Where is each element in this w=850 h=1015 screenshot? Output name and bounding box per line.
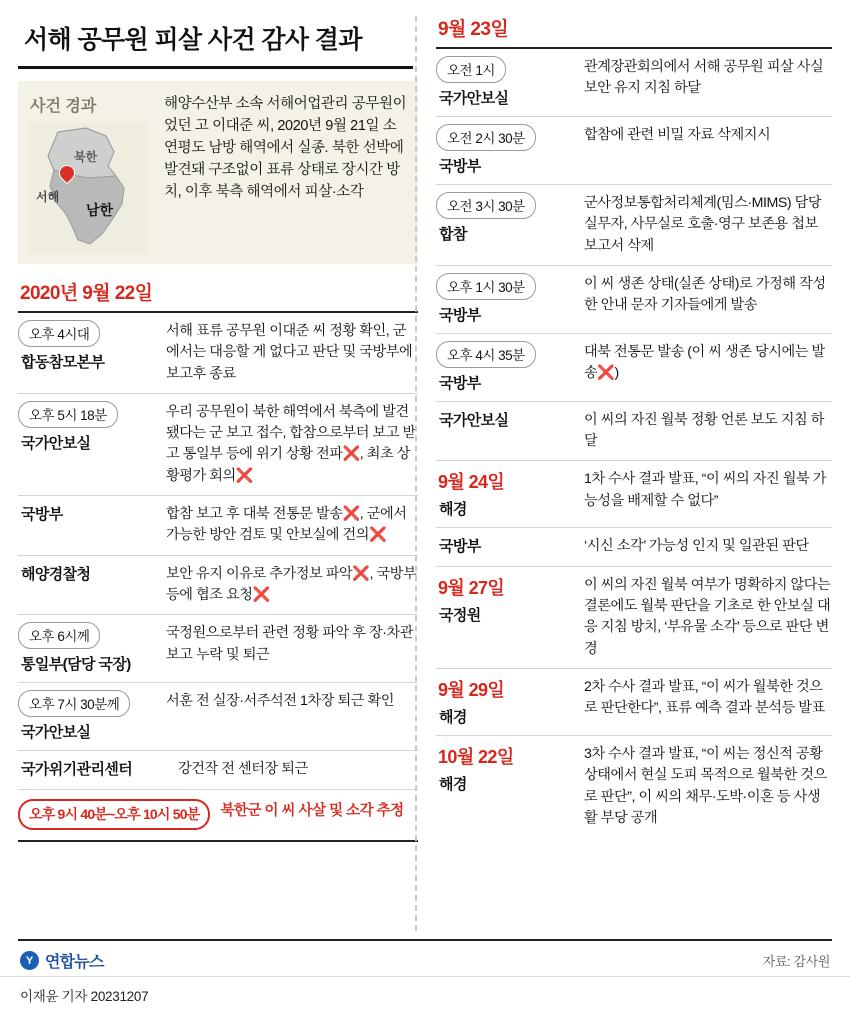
timeline-org: 해양경찰청 xyxy=(21,565,91,583)
timeline-time: 오전 3시 30분 xyxy=(436,192,536,219)
timeline-row-left xyxy=(436,676,584,727)
timeline-row xyxy=(18,313,418,393)
timeline-date: 10월 22일 xyxy=(438,746,514,767)
timeline-time: 오후 5시 18분 xyxy=(18,401,118,428)
timeline-row-left xyxy=(436,124,584,176)
timeline-org: 합동참모본부 xyxy=(21,354,105,371)
timeline-org: 국정원 xyxy=(439,606,481,624)
timeline-time: 오후 4시 35분 xyxy=(436,341,536,368)
timeline-row-left xyxy=(18,690,166,742)
timeline-org: 통일부(담당 국장) xyxy=(21,656,131,674)
column-separator xyxy=(415,16,417,931)
timeline-row-left xyxy=(436,535,584,556)
timeline-row-left xyxy=(436,409,584,430)
timeline-org: 국방부 xyxy=(439,158,481,175)
timeline-row xyxy=(436,736,832,837)
timeline-time: 오후 4시대 xyxy=(18,320,100,347)
timeline-row-left xyxy=(436,192,584,244)
timeline-row xyxy=(18,496,418,555)
timeline-row xyxy=(18,615,418,682)
timeline-org: 국방부 xyxy=(439,374,481,392)
footer-inner xyxy=(0,941,850,976)
right-date-heading: 9월 23일 xyxy=(438,19,509,40)
timeline-org: 합참 xyxy=(439,226,467,243)
timeline-desc: 합참 보고 후 대북 전통문 발송❌, 군에서 가능한 방안 검토 및 안보실에 건의❌ xyxy=(166,506,407,544)
timeline-desc: ‘시신 소각’ 가능성 인지 및 일관된 판단 xyxy=(584,538,809,555)
korea-map xyxy=(28,122,148,254)
timeline-org: 국방부 xyxy=(21,506,63,524)
timeline-row-left xyxy=(18,758,178,779)
timeline-desc: 합참에 관련 비밀 자료 삭제지시 xyxy=(584,127,771,143)
left-date-heading: 2020년 9월 22일 xyxy=(20,283,153,304)
timeline-time: 오후 6시께 xyxy=(18,622,100,649)
footer xyxy=(0,939,850,1015)
timeline-org: 해경 xyxy=(439,775,467,793)
timeline-row-left xyxy=(436,743,584,794)
left-divider-bottom xyxy=(18,840,418,842)
timeline-row xyxy=(436,334,832,401)
timeline-desc: 2차 수사 결과 발표, “이 씨가 월북한 것으로 판단한다”, 표류 예측 결과 분석등 발표 xyxy=(584,678,825,717)
timeline-date: 9월 27일 xyxy=(438,577,505,598)
timeline-row xyxy=(18,683,418,750)
timeline-org: 해경 xyxy=(439,501,467,519)
timeline-date: 9월 29일 xyxy=(438,679,505,700)
timeline-row xyxy=(436,461,832,527)
timeline-row-left xyxy=(18,503,166,524)
timeline-row-left xyxy=(436,273,584,325)
timeline-row xyxy=(436,117,832,184)
source-note: 자료: 감사원 xyxy=(762,954,830,969)
timeline-desc: 1차 수사 결과 발표, “이 씨의 자진 월북 가능성을 배제할 수 없다” xyxy=(584,471,826,509)
left-column xyxy=(18,14,418,842)
timeline-org: 해경 xyxy=(439,708,467,726)
timeline-desc: 이 씨의 자진 월북 정황 언론 보도 지침 하달 xyxy=(584,411,825,450)
timeline-row-left xyxy=(18,563,166,584)
timeline-desc: 이 씨의 자진 월북 여부가 명확하지 않다는 결론에도 월북 판단을 기초로 한 안보실 대응 지침 방치, ‘부유물 소각’ 등으로 판단 변경 xyxy=(584,576,831,657)
timeline-row-left xyxy=(18,622,166,674)
timeline-desc: 대북 전통문 발송 (이 씨 생존 당시에는 발송❌) xyxy=(584,343,825,382)
timeline-row xyxy=(436,567,832,668)
map-label-north: 북한 xyxy=(74,150,98,164)
timeline-org: 국가위기관리센터 xyxy=(21,761,133,779)
timeline-time: 오전 1시 xyxy=(436,56,506,83)
timeline-desc: 강건작 전 센터장 퇴근 xyxy=(178,761,308,778)
timeline-org: 국가안보실 xyxy=(21,434,91,452)
timeline-row-left xyxy=(436,574,584,625)
timeline-desc: 서훈 전 실장·서주석전 1차장 퇴근 확인 xyxy=(166,693,395,710)
timeline-row-left xyxy=(436,56,584,108)
logo-text: 연합뉴스 xyxy=(45,954,104,971)
timeline-time: 오후 1시 30분 xyxy=(436,273,536,300)
timeline-desc: 군사정보통합처리체계(밈스·MIMS) 담당 실무자, 사무실로 호출·영구 보존용 첩보 보고서 삭제 xyxy=(584,195,822,254)
right-column xyxy=(418,14,832,842)
timeline-row xyxy=(436,528,832,565)
highlight-desc: 북한군 이 씨 사살 및 소각 추정 xyxy=(220,802,404,819)
summary-label: 사건 경과 xyxy=(30,98,97,115)
timeline-desc: 3차 수사 결과 발표, “이 씨는 정신적 공황 상태에서 현실 도피 목적으로 월북한 것으로 판단”, 이 씨의 채무·도박·이혼 등 사생활 부당 공개 xyxy=(584,745,827,826)
timeline-time: 오전 2시 30분 xyxy=(436,124,536,151)
timeline-row xyxy=(436,185,832,265)
timeline-org: 국가안보실 xyxy=(439,90,509,107)
summary-panel xyxy=(18,81,418,264)
content-columns xyxy=(18,14,832,842)
timeline-desc: 이 씨 생존 상태(실존 상태)로 가정해 작성한 안내 문자 기자들에게 발송 xyxy=(584,275,826,314)
map-label-south: 남한 xyxy=(86,202,114,218)
title-divider xyxy=(18,66,413,69)
timeline-desc: 보안 유지 이유로 추가정보 파악❌, 국방부 등에 협조 요청❌ xyxy=(166,565,417,603)
timeline-row-highlight xyxy=(18,790,418,840)
timeline-row-left xyxy=(436,468,584,519)
timeline-time: 오후 7시 30분께 xyxy=(18,690,130,717)
timeline-row xyxy=(436,266,832,333)
timeline-org: 국방부 xyxy=(439,538,481,556)
timeline-org: 국가안보실 xyxy=(21,724,91,742)
timeline-desc: 관계장관회의에서 서해 공무원 피살 사실보안 유지 지침 하달 xyxy=(584,59,824,97)
timeline-row xyxy=(18,394,418,495)
timeline-org: 국가안보실 xyxy=(439,411,509,429)
timeline-row xyxy=(436,402,832,461)
summary-text: 해양수산부 소속 서해어업관리 공무원이었던 고 이대준 씨, 2020년 9월 21일 소연평도 남방 해역에서 실종. 북한 선박에 발견돼 구조없이 표류 상태로 장시간 방치, 이후 북측 해역에서 피살·소각 xyxy=(164,96,407,201)
byline: 이재윤 기자 20231207 xyxy=(0,976,850,1015)
timeline-row xyxy=(18,556,418,615)
timeline-row-left xyxy=(436,341,584,393)
timeline-desc: 우리 공무원이 북한 해역에서 북측에 발견됐다는 군 보고 접수, 합참으로부터 보고 받고 통일부 등에 위기 상황 전파❌, 최초 상황평가 회의❌ xyxy=(166,403,416,484)
logo-mark-icon: Y xyxy=(20,951,39,970)
timeline-desc: 서해 표류 공무원 이대준 씨 정황 확인, 군에서는 대응할 게 없다고 판단 및 국방부에 보고후 종료 xyxy=(166,323,413,382)
yonhap-logo xyxy=(20,949,104,972)
summary-left xyxy=(28,91,156,254)
timeline-row-left xyxy=(18,320,166,372)
timeline-row xyxy=(436,49,832,116)
timeline-row xyxy=(436,669,832,735)
timeline-row xyxy=(18,751,418,788)
timeline-date: 9월 24일 xyxy=(438,472,505,493)
map-label-west: 서해 xyxy=(36,190,60,204)
timeline-desc: 국정원으로부터 관련 정황 파악 후 장·차관 보고 누락 및 퇴근 xyxy=(166,625,414,663)
timeline-org: 국방부 xyxy=(439,306,481,324)
highlight-time: 오후 9시 40분~오후 10시 50분 xyxy=(18,799,210,830)
page-title: 서해 공무원 피살 사건 감사 결과 xyxy=(24,26,362,54)
timeline-row-left xyxy=(18,401,166,453)
